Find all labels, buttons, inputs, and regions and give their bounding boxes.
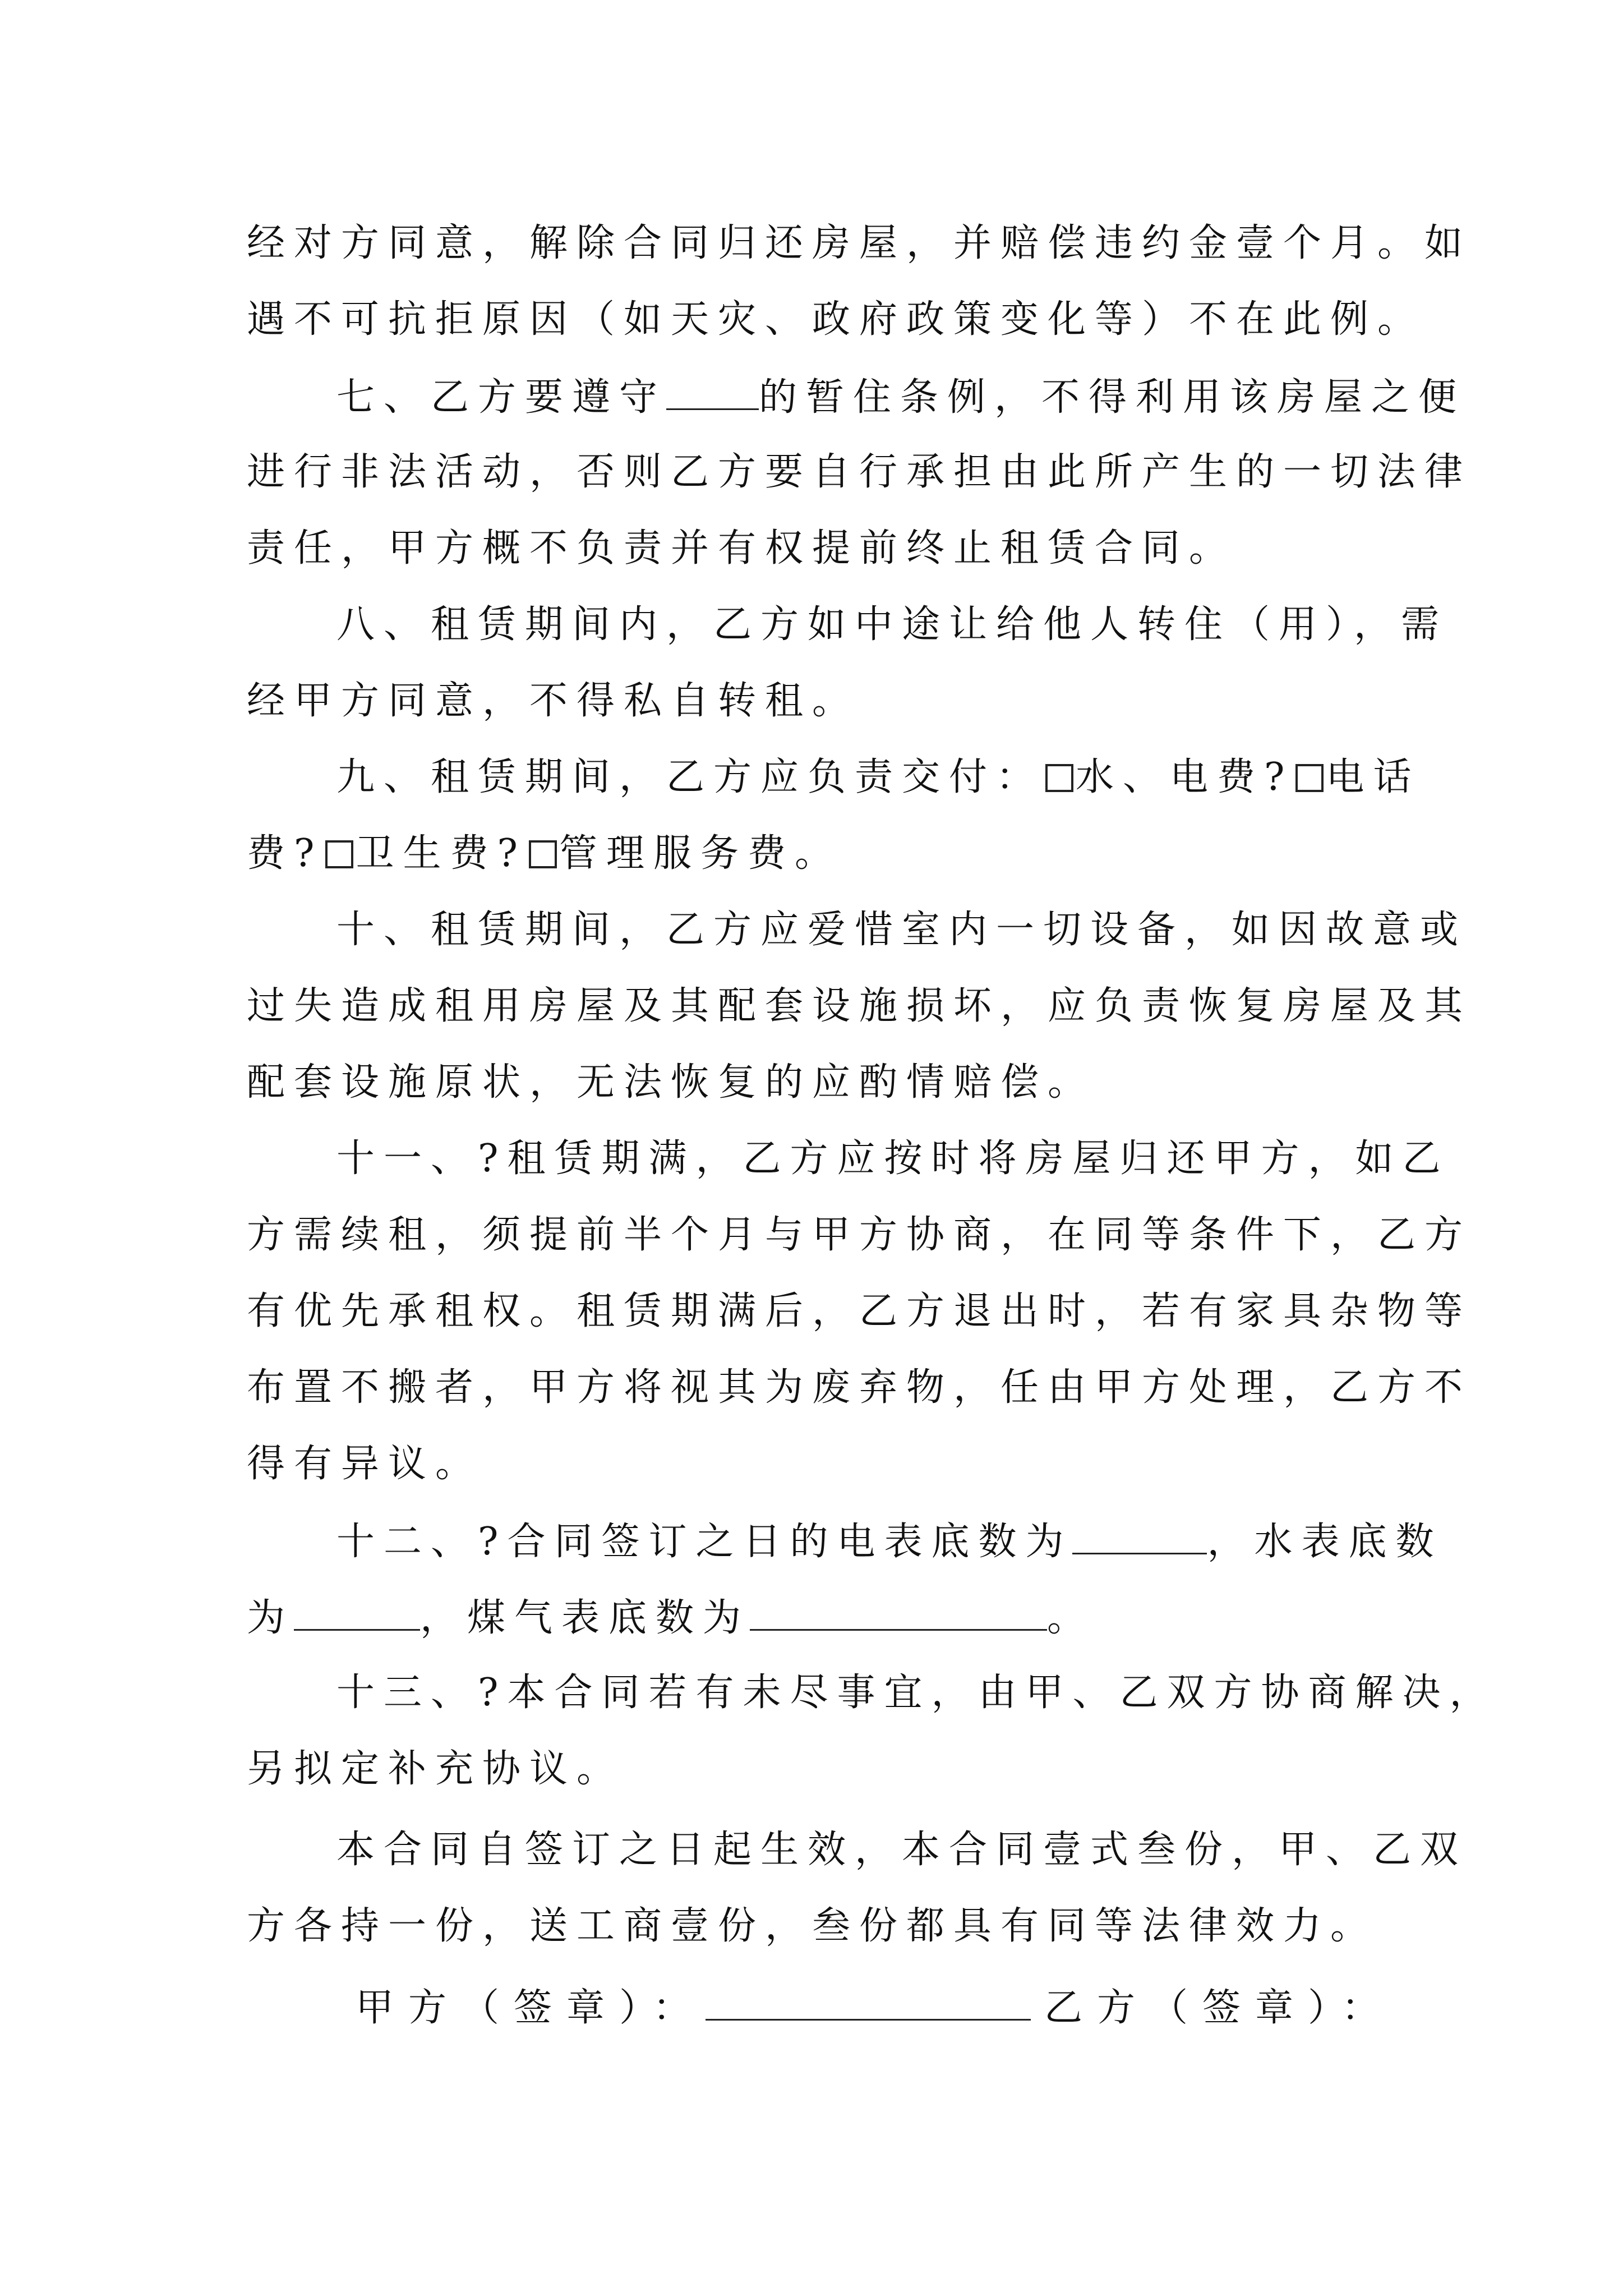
clause-7-line bbox=[336, 374, 1465, 420]
party-a-signature-blank[interactable] bbox=[706, 1984, 1031, 2021]
clause-9-line bbox=[336, 755, 1421, 800]
clause-12-text-a: 为 bbox=[247, 1596, 294, 1640]
text-line: 另拟定补充协议。 bbox=[247, 1747, 624, 1791]
signature-row bbox=[356, 1984, 1394, 2031]
clause-10-line: 十、租赁期间，乙方应爱惜室内一切设备，如因故意或 bbox=[336, 908, 1468, 952]
clause-9-text: 九、租赁期间，乙方应负责交付： bbox=[336, 755, 1044, 799]
text-line: 有优先承租权。租赁期满后，乙方退出时，若有家具杂物等 bbox=[247, 1289, 1472, 1333]
checkbox-label: 卫生费? bbox=[356, 831, 527, 876]
text-line: 遇不可抗拒原因（如天灾、政府政策变化等）不在此例。 bbox=[247, 297, 1425, 342]
checkbox-label: 管理服务费。 bbox=[559, 831, 842, 876]
clause-7-text-pre: 七、乙方要遵守 bbox=[336, 375, 667, 420]
checkbox-water-electric[interactable] bbox=[1045, 764, 1073, 792]
party-b-signature-label: 乙方（签章）： bbox=[1044, 1986, 1395, 2030]
text-line: 方需续租，须提前半个月与甲方协商，在同等条件下，乙方 bbox=[247, 1213, 1472, 1257]
electric-meter-blank[interactable] bbox=[1072, 1518, 1207, 1554]
checkbox-sanitation[interactable] bbox=[325, 840, 353, 868]
clause-12-text-c: 。 bbox=[1047, 1596, 1095, 1640]
text-line: 过失造成租用房屋及其配套设施损坏，应负责恢复房屋及其 bbox=[247, 984, 1472, 1028]
checkbox-label: 电话 bbox=[1326, 755, 1421, 799]
effective-clause-line: 本合同自签订之日起生效，本合同壹式叁份，甲、乙双 bbox=[336, 1828, 1468, 1872]
text-line: 责任，甲方概不负责并有权提前终止租赁合同。 bbox=[247, 526, 1237, 570]
clause-9-continued bbox=[247, 831, 842, 876]
water-meter-blank[interactable] bbox=[294, 1594, 420, 1631]
text-line: 得有异议。 bbox=[247, 1442, 483, 1486]
checkbox-telephone[interactable] bbox=[1295, 764, 1324, 792]
checkbox-label: 费? bbox=[247, 831, 324, 876]
clause-11-line: 十一、?租赁期满，乙方应按时将房屋归还甲方，如乙 bbox=[336, 1137, 1450, 1181]
gas-meter-blank[interactable] bbox=[750, 1594, 1047, 1631]
clause-8-line: 八、租赁期间内，乙方如中途让给他人转住（用），需 bbox=[336, 602, 1449, 647]
clause-12-text-post: ，水表底数 bbox=[1207, 1520, 1443, 1564]
text-line: 经甲方同意，不得私自转租。 bbox=[247, 679, 860, 723]
regulation-blank bbox=[666, 374, 759, 410]
clause-12-text-b: ，煤气表底数为 bbox=[420, 1596, 750, 1640]
party-a-signature-label: 甲方（签章）： bbox=[356, 1986, 706, 2030]
clause-12-continued bbox=[247, 1594, 1094, 1641]
text-line: 方各持一份，送工商壹份，叁份都具有同等法律效力。 bbox=[247, 1904, 1378, 1948]
checkbox-label: 水、电费? bbox=[1076, 755, 1294, 799]
text-line: 进行非法活动，否则乙方要自行承担由此所产生的一切法律 bbox=[247, 450, 1472, 494]
checkbox-management[interactable] bbox=[529, 840, 557, 868]
clause-13-line: 十三、?本合同若有未尽事宜，由甲、乙双方协商解决， bbox=[336, 1671, 1497, 1715]
clause-12-text-pre: 十二、?合同签订之日的电表底数为 bbox=[336, 1520, 1073, 1564]
clause-7-text-post: 的暂住条例，不得利用该房屋之便 bbox=[759, 375, 1466, 420]
text-line: 布置不搬者，甲方将视其为废弃物，任由甲方处理，乙方不 bbox=[247, 1365, 1472, 1410]
clause-12-line bbox=[336, 1518, 1442, 1565]
text-line: 经对方同意，解除合同归还房屋，并赔偿违约金壹个月。如 bbox=[247, 221, 1472, 265]
text-line: 配套设施原状，无法恢复的应酌情赔偿。 bbox=[247, 1060, 1095, 1105]
